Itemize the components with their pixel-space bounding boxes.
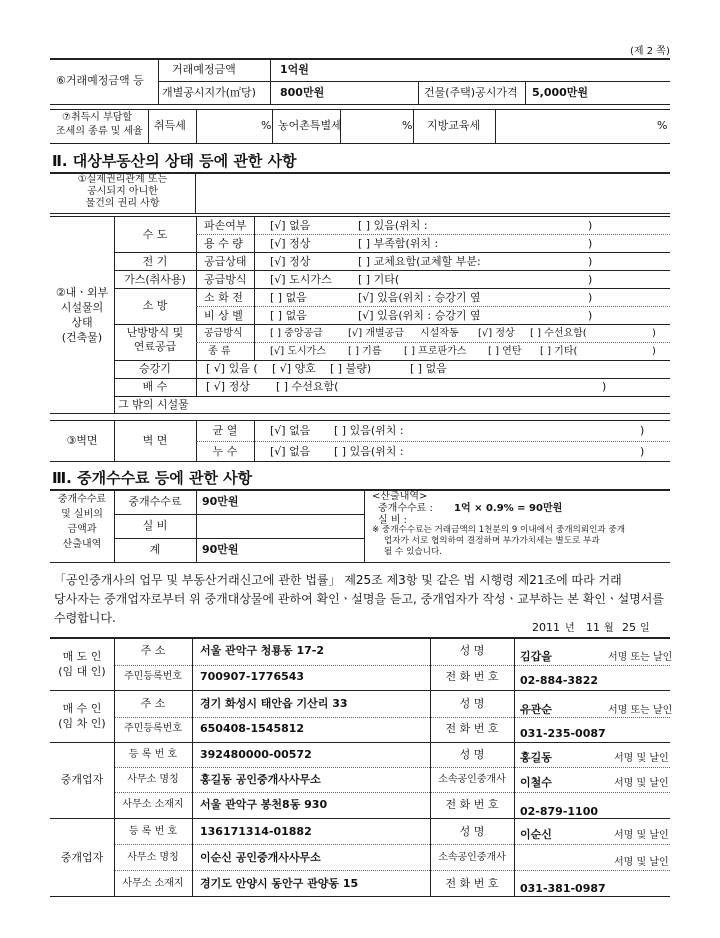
tax-label-line1: ⑦취득시 부담할 [62, 112, 133, 123]
elec-supply-label: 공급상태 [204, 255, 247, 268]
elec-close: ) [588, 255, 593, 268]
broker2-agent-label: 소속공인중개사 [438, 852, 506, 863]
fee-section-line1: 중개수수료 [57, 494, 107, 505]
total-value: 90만원 [202, 543, 239, 556]
buyer-sign: 서명 또는 날인 [608, 705, 673, 716]
seller-phone: 02-884-3822 [520, 674, 599, 687]
buyer-phone: 031-235-0087 [520, 727, 606, 740]
broker1-agent-sign: 서명 및 날인 [614, 778, 669, 789]
electricity-label: 전 기 [142, 255, 168, 268]
fee-note-line3: 될 수 있습니다. [384, 547, 443, 557]
broker2-name-label: 성 명 [459, 825, 485, 838]
broker1-office-label: 사무소 명칭 [127, 774, 179, 785]
broker1-label: 중개업자 [60, 773, 104, 786]
damage-label: 파손여부 [204, 219, 247, 232]
seller-label-line2: (임 대 인) [58, 665, 106, 678]
seller-phone-label: 전 화 번 호 [445, 670, 499, 683]
gas-label: 가스(취사용) [124, 273, 186, 286]
damage-none-checkbox[interactable]: [√] 없음 [270, 219, 311, 232]
buyer-id-label: 주민등록번호 [124, 723, 182, 734]
seller-label-line1: 매 도 인 [62, 650, 102, 663]
fee-note-line2: 업자가 서로 협의하여 결정하며 부가가치세는 별도로 부과 [384, 536, 600, 546]
section-3-title: Ⅲ. 중개수수료 등에 관한 사항 [52, 469, 253, 487]
broker2-sign: 서명 및 날인 [614, 830, 669, 841]
gas-supply-label: 공급방식 [204, 273, 247, 286]
fuel-close: ) [652, 346, 656, 357]
tax-label-line2: 조세의 종류 및 세율 [56, 126, 143, 137]
leak-label: 누 수 [212, 445, 238, 458]
fee-value: 90만원 [202, 495, 239, 508]
broker1-agent-label: 소속공인중개사 [438, 774, 506, 785]
fuel-other-checkbox[interactable]: [ ] 기타( [540, 346, 578, 357]
broker1-sign: 서명 및 날인 [614, 753, 669, 764]
total-label: 계 [149, 543, 161, 556]
confirmation-line2: 당사자는 중개업자로부터 위 중개대상물에 관하여 확인ㆍ설명을 듣고, 중개업자가 작성ㆍ교부하는 본 확인ㆍ설명서를 [54, 592, 664, 606]
building-price-label: 건물(주택)공시가격 [424, 86, 518, 99]
broker2-reg-label: 등 록 번 호 [128, 826, 178, 837]
heat-individual-checkbox[interactable]: [√] 개별공급 [348, 328, 404, 339]
facility-label-line4: (건축물) [61, 331, 103, 344]
calc-fee-label: 중개수수료 : [378, 503, 433, 514]
water-normal-checkbox[interactable]: [√] 정상 [270, 237, 311, 250]
fee-note-line1: ※ 중개수수료는 거래금액의 1천분의 9 이내에서 중개의뢰인과 중개 [372, 525, 626, 535]
broker2-location-label: 사무소 소재지 [122, 878, 184, 889]
hydrant-yes-checkbox[interactable]: [√] 있음(위치 : 승강기 옆 [358, 291, 481, 304]
broker2-location: 경기도 안양시 동안구 관양동 15 [200, 877, 359, 890]
calc-cost-label: 실 비 : [378, 515, 408, 526]
calc-title: <산출내역> [372, 491, 428, 502]
fuel-type-label: 종 류 [208, 346, 231, 357]
alarm-none-checkbox[interactable]: [ ] 없음 [270, 309, 307, 322]
seller-address: 서울 관악구 청룡동 17-2 [200, 644, 325, 657]
facility-label-line1: ②내ㆍ외부 [55, 286, 109, 299]
elec-replace-checkbox[interactable]: [ ] 교체요함(교체할 부분: [358, 255, 481, 268]
drain-repair-checkbox[interactable]: [ ] 수선요함( [276, 380, 339, 393]
water-volume-label: 용 수 량 [204, 237, 243, 250]
hydrant-none-checkbox[interactable]: [ ] 없음 [270, 291, 307, 304]
heat-supply-label: 공급방식 [204, 328, 243, 339]
broker2-phone: 031-381-0987 [520, 882, 606, 895]
broker2-office-label: 사무소 명칭 [127, 852, 179, 863]
drain-close: ) [602, 380, 607, 393]
page-label: (제 2 쪽) [630, 46, 670, 57]
price-label: 거래예정금액 [172, 63, 236, 76]
broker2-office: 이순신 공인중개사사무소 [200, 851, 321, 864]
acquisition-tax-percent: % [261, 119, 272, 132]
crack-yes-checkbox[interactable]: [ ] 있음(위치 : [334, 424, 404, 437]
calc-fee-value: 1억 × 0.9% = 90만원 [454, 503, 563, 514]
date-month: 11 [586, 621, 600, 634]
fire-label: 소 방 [142, 299, 168, 312]
elevator-label: 승강기 [139, 362, 171, 375]
drainage-label: 배 수 [142, 380, 168, 393]
seller-id-label: 주민등록번호 [124, 671, 182, 682]
fee-section-line4: 산출내역 [62, 539, 102, 550]
heating-label-line2: 연료공급 [133, 340, 177, 353]
elevator-none-checkbox[interactable]: [ ] 없음 [410, 362, 447, 375]
buyer-phone-label: 전 화 번 호 [445, 722, 499, 735]
broker1-reg: 392480000-00572 [200, 748, 312, 761]
broker2-agent-sign: 서명 및 날인 [614, 857, 669, 868]
building-price-value: 5,000만원 [532, 86, 589, 99]
rights-label-line1: ①실제권리관계 또는 [77, 174, 168, 185]
broker2-name: 이순신 [520, 828, 552, 841]
date-day-unit: 일 [640, 623, 650, 634]
rural-tax-percent: % [402, 119, 413, 132]
elevator-good-checkbox[interactable]: [ √] 양호 [272, 362, 316, 375]
buyer-address: 경기 화성시 태안읍 기산리 33 [200, 697, 348, 710]
buyer-name: 유관순 [520, 703, 552, 716]
hydrant-label: 소 화 전 [204, 291, 243, 304]
damage-close: ) [588, 219, 593, 232]
fuel-city-gas-checkbox[interactable]: [√] 도시가스 [270, 346, 326, 357]
elevator-bad-checkbox[interactable]: [ ] 불량) [330, 362, 372, 375]
gas-other-checkbox[interactable]: [ ] 기타( [358, 273, 400, 286]
water-short-checkbox[interactable]: [ ] 부족함(위치 : [358, 237, 439, 250]
seller-sign: 서명 또는 날인 [608, 652, 673, 663]
seller-id: 700907-1776543 [200, 670, 305, 683]
seller-address-label: 주 소 [140, 644, 166, 657]
rural-tax-label: 농어촌특별세 [278, 119, 342, 132]
rights-label-line3: 물건의 권리 사항 [85, 198, 160, 209]
buyer-label-line1: 매 수 인 [62, 702, 102, 715]
confirmation-line3: 수령합니다. [54, 611, 116, 625]
broker1-location-label: 사무소 소재지 [122, 799, 184, 810]
broker1-agent: 이철수 [520, 776, 552, 789]
land-price-label: 개별공시지가(㎡당) [162, 86, 256, 99]
facility-label-line2: 시설물의 [60, 301, 104, 314]
other-facility-label: 그 밖의 시설물 [118, 398, 189, 411]
date-day: 25 [622, 621, 636, 634]
broker2-label: 중개업자 [60, 851, 104, 864]
crack-label: 균 열 [212, 424, 238, 437]
leak-yes-checkbox[interactable]: [ ] 있음(위치 : [334, 445, 404, 458]
elevator-yes-checkbox[interactable]: [ √] 있음 ( [206, 362, 258, 375]
cost-label: 실 비 [142, 519, 168, 532]
alarm-label: 비 상 벨 [204, 309, 243, 322]
fuel-propane-checkbox[interactable]: [ ] 프로판가스 [404, 346, 467, 357]
water-close: ) [588, 237, 593, 250]
broker1-phone-label: 전 화 번 호 [445, 798, 499, 811]
heat-repair-checkbox[interactable]: [ ] 수선요함( [530, 328, 587, 339]
education-tax-percent: % [657, 119, 668, 132]
wall-label: 벽 면 [142, 434, 168, 447]
alarm-yes-checkbox[interactable]: [√] 있음(위치 : 승강기 옆 [358, 309, 481, 322]
section-6-label: ⑥거래예정금액 등 [56, 74, 144, 87]
crack-none-checkbox[interactable]: [√] 없음 [270, 424, 311, 437]
gas-city-checkbox[interactable]: [√] 도시가스 [270, 273, 332, 286]
broker1-reg-label: 등 록 번 호 [128, 749, 178, 760]
heat-operation-label: 시설작동 [420, 328, 459, 339]
water-label: 수 도 [142, 228, 168, 241]
buyer-id: 650408-1545812 [200, 722, 305, 735]
fuel-oil-checkbox[interactable]: [ ] 기름 [348, 346, 382, 357]
buyer-name-label: 성 명 [459, 697, 485, 710]
section-2-title: Ⅱ. 대상부동산의 상태 등에 관한 사항 [52, 152, 297, 170]
seller-name: 김갑을 [520, 650, 552, 663]
heat-central-checkbox[interactable]: [ ] 중앙공급 [270, 328, 323, 339]
land-price-value: 800만원 [280, 86, 325, 99]
acquisition-tax-label: 취득세 [154, 119, 186, 132]
fee-section-line3: 금액과 [67, 524, 97, 535]
broker2-phone-label: 전 화 번 호 [445, 877, 499, 890]
date-year: 2011 [532, 621, 560, 634]
broker1-office: 홍길동 공인중개사사무소 [200, 773, 321, 786]
broker2-reg: 136171314-01882 [200, 825, 312, 838]
buyer-address-label: 주 소 [140, 697, 166, 710]
education-tax-label: 지방교육세 [427, 119, 481, 132]
fuel-coal-checkbox[interactable]: [ ] 연탄 [488, 346, 522, 357]
crack-close: ) [640, 424, 645, 437]
heating-label-line1: 난방방식 및 [126, 326, 184, 339]
damage-yes-checkbox[interactable]: [ ] 있음(위치 : [358, 219, 428, 232]
broker1-name: 홍길동 [520, 751, 552, 764]
facility-label-line3: 상태 [71, 316, 93, 329]
price-value: 1억원 [280, 63, 309, 76]
rights-label-line2: 공시되지 아니한 [87, 186, 158, 197]
alarm-close: ) [588, 309, 593, 322]
fee-section-line2: 및 실비의 [61, 509, 103, 520]
elec-normal-checkbox[interactable]: [√] 정상 [270, 255, 311, 268]
confirmation-line1: 「공인중개사의 업무 및 부동산거래신고에 관한 법률」 제25조 제3항 및 같은 법 시행령 제21조에 따라 거래 [54, 573, 622, 587]
heat-normal-checkbox[interactable]: [√] 정상 [478, 328, 515, 339]
hydrant-close: ) [588, 291, 593, 304]
heat-close: ) [652, 328, 656, 339]
leak-none-checkbox[interactable]: [√] 없음 [270, 445, 311, 458]
date-month-unit: 월 [604, 623, 614, 634]
broker1-phone: 02-879-1100 [520, 805, 599, 818]
seller-name-label: 성 명 [459, 644, 485, 657]
broker1-location: 서울 관악구 봉천8동 930 [200, 798, 328, 811]
date-year-unit: 년 [565, 623, 575, 634]
broker1-name-label: 성 명 [459, 748, 485, 761]
leak-close: ) [640, 445, 645, 458]
buyer-label-line2: (임 차 인) [58, 717, 106, 730]
drain-normal-checkbox[interactable]: [ √] 정상 [206, 380, 250, 393]
fee-label: 중개수수료 [128, 495, 182, 508]
wall-section-label: ③벽면 [66, 434, 98, 447]
gas-close: ) [588, 273, 593, 286]
